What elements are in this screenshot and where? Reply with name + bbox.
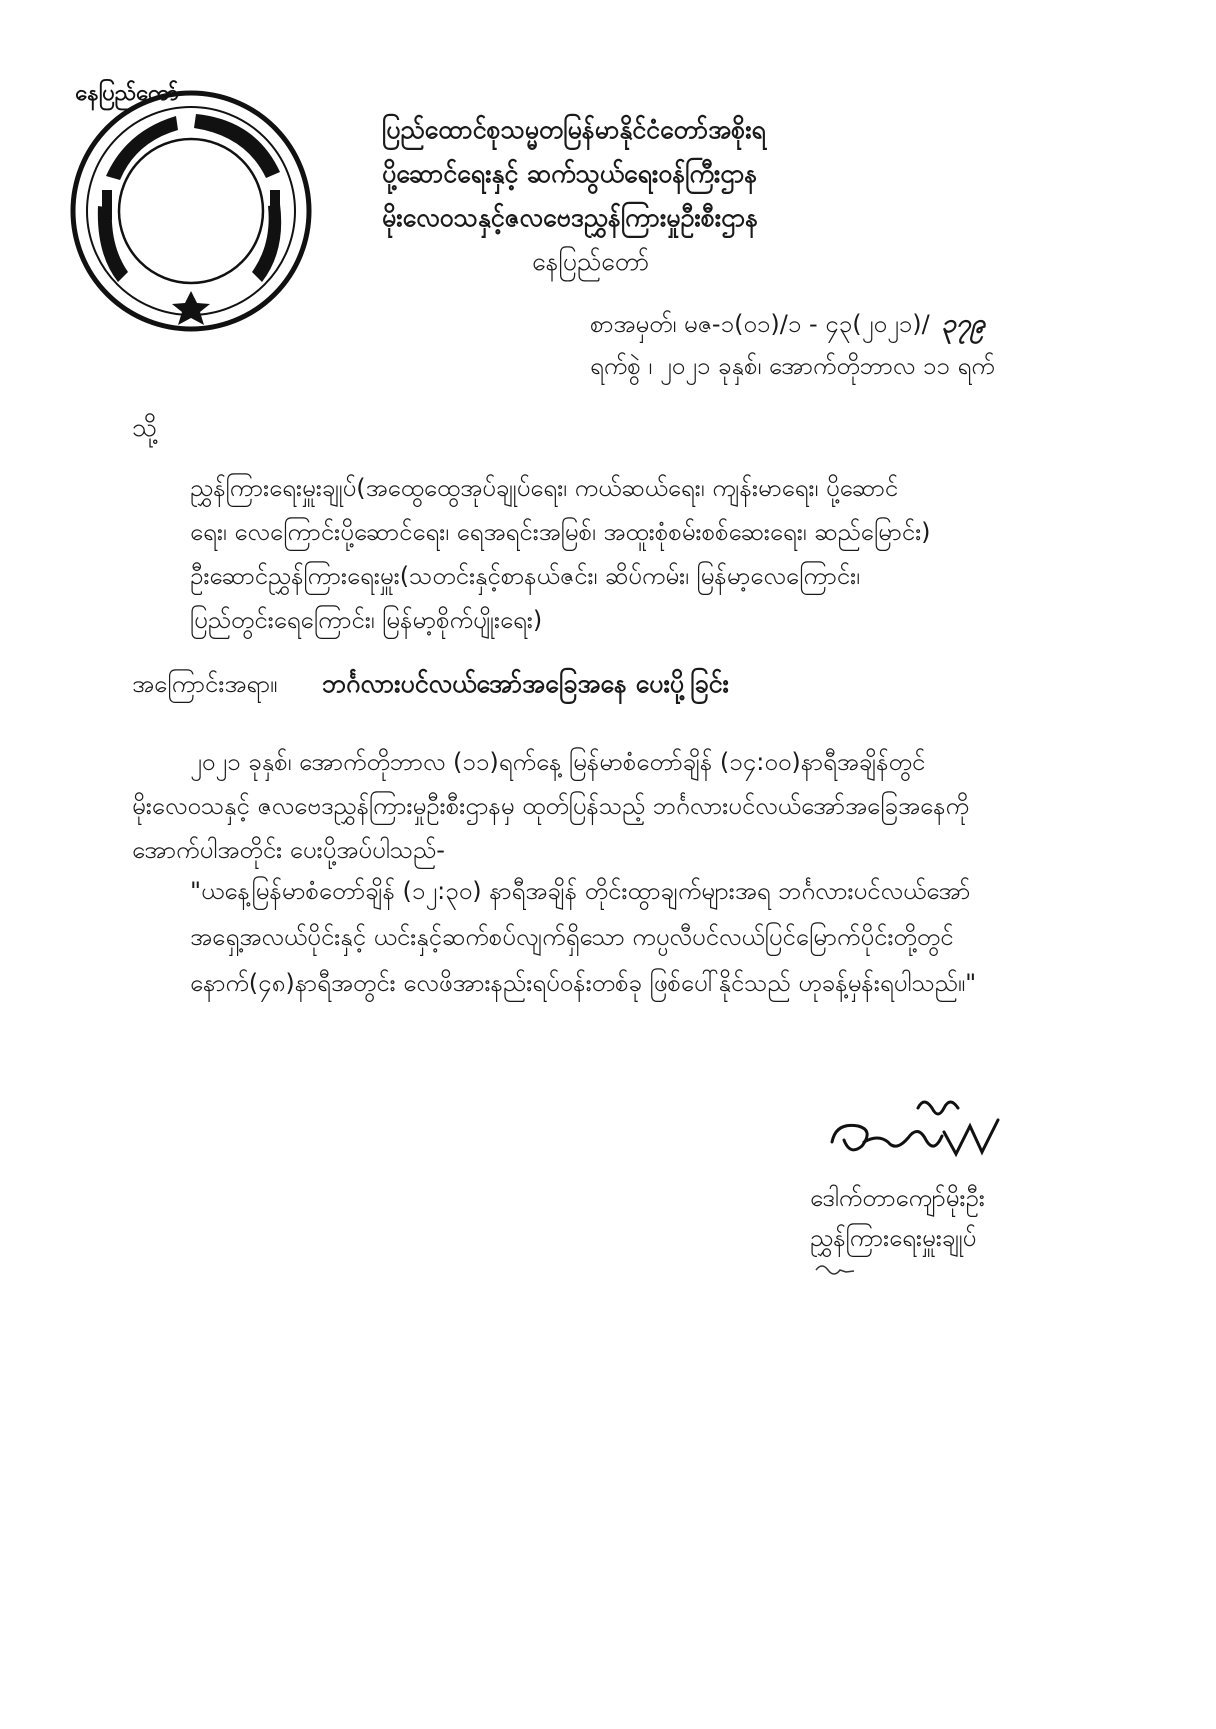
quote-line: အရှေ့အလယ်ပိုင်းနှင့် ယင်းနှင့်ဆက်စပ်လျက်ရှိသော ကပ္ပလီပင်လယ်ပြင်မြောက်ပိုင်းတို့တွင် [190,923,954,951]
department-name: မိုးလေဝသနှင့်ဇလဗေဒညွှန်ကြားမှုဦးစီးဌာန [382,203,759,232]
handwritten-number: ၃၇၉ [941,309,986,339]
signatory-title: ညွှန်ကြားရေးမှူးချုပ် [810,1224,977,1252]
letter-date-label: ရက်စွဲ ၊ [590,352,653,380]
signatory-name: ဒေါက်တာကျော်မိုးဦး [810,1184,985,1212]
letter-date: ၂၀၂၁ ခုနှစ်၊ အောက်တိုဘာလ ၁၁ ရက် [659,352,995,380]
body-line: ၂၀၂၁ ခုနှစ်၊ အောက်တိုဘာလ (၁၁)ရက်နေ့ မြန်မာစံတော်ချိန် (၁၄:၀၀)နာရီအချိန်တွင် [190,748,926,776]
seal-center-text: နေပြည်တော် [75,81,179,106]
recipients-line: ဦးဆောင်ညွှန်ကြားရေးမှူး(သတင်းနှင့်စာနယ်ဇင်း၊ ဆိပ်ကမ်း၊ မြန်မာ့လေကြောင်း၊ [190,562,860,590]
reference-block [590,303,1110,387]
subject-line [132,668,1092,705]
signature-icon [822,1082,1022,1182]
letter-date-row [590,345,1110,387]
letter-number: မဇ-၁(၀၁)/၁ - ၄၃(၂၀၂၁)/ [683,310,930,338]
letterhead [382,108,902,284]
quote-line: နောက်(၄၈)နာရီအတွင်း လေဖိအားနည်းရပ်ဝန်းတစ်ခု ဖြစ်ပေါ်နိုင်သည် ဟုခန့်မှန်းရပါသည်။" [190,969,977,997]
recipients-line: ညွှန်ကြားရေးမှူးချုပ်(အထွေထွေအုပ်ချုပ်ရေး၊ ကယ်ဆယ်ရေး၊ ကျန်းမာရေး၊ ပို့ဆောင် [190,474,899,502]
city-name: နေပြည်တော် [532,247,650,276]
department-seal-icon [66,86,316,336]
letter-number-row [590,303,1110,345]
ministry-name: ပို့ဆောင်ရေးနှင့် ဆက်သွယ်ရေးဝန်ကြီးဌာန [382,159,758,188]
recipients-line: ပြည်တွင်းရေကြောင်း၊ မြန်မာ့စိုက်ပျိုးရေး) [190,606,543,634]
recipients-block [190,466,1070,642]
body-line: မိုးလေဝသနှင့် ဇလဗေဒညွှန်ကြားမှုဦးစီးဌာနမှ ထုတ်ပြန်သည့် ဘင်္ဂလားပင်လယ်အော်အခြေအနေကို [132,792,969,820]
body-paragraph [132,740,1072,872]
to-label: သို့ [132,413,158,443]
subject-label: အကြောင်းအရာ။ [132,670,278,698]
recipients-line: ရေး၊ လေကြောင်းပို့ဆောင်ရေး၊ ရေအရင်းအမြစ်၊ အထူးစုံစမ်းစစ်ဆေးရေး၊ ဆည်မြောင်း) [190,518,931,546]
subject-text: ဘင်္ဂလားပင်လယ်အော်အခြေအနေ ပေးပို့ခြင်း [322,669,729,698]
letter-number-label: စာအမှတ်၊ [590,310,677,338]
initials-icon [812,1258,872,1278]
government-name: ပြည်ထောင်စုသမ္မတမြန်မာနိုင်ငံတော်အစိုးရ [382,115,766,144]
forecast-quote [190,868,1070,1006]
quote-line: "ယနေ့မြန်မာစံတော်ချိန် (၁၂:၃၀) နာရီအချိန် တိုင်းထွာချက်များအရ ဘင်္ဂလားပင်လယ်အော် [190,877,971,905]
body-line: အောက်ပါအတိုင်း ပေးပို့အပ်ပါသည်- [132,836,445,864]
